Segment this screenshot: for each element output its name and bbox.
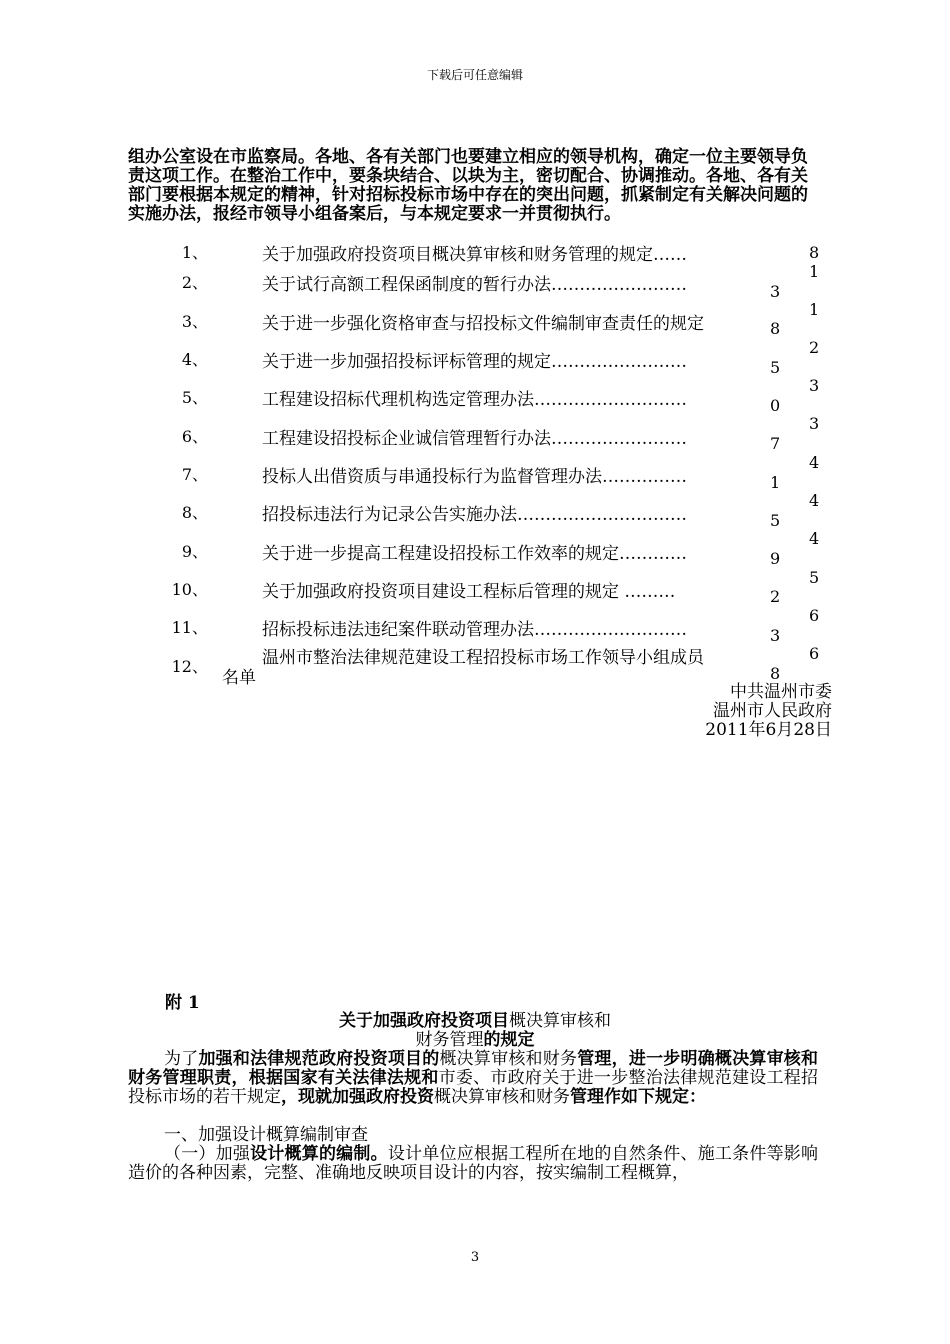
body-text-bold: 设计概算的编制。 <box>250 1144 388 1164</box>
toc-number: 8、 <box>181 503 208 522</box>
toc-number: 5、 <box>181 388 208 407</box>
toc-title: 招标投标违法违纪案件联动管理办法……………………… <box>262 620 687 640</box>
page-digit: 1 <box>809 300 820 319</box>
title-normal-part: 财务管理 <box>415 1030 484 1050</box>
toc-title: 关于加强政府投资项目建设工程标后管理的规定 ……… <box>262 582 676 602</box>
section-heading: 一、加强设计概算编制审查 <box>164 1125 368 1145</box>
body-text: 概决算审核和财务 <box>434 1087 570 1107</box>
attachment-label: 附 1 <box>165 993 200 1013</box>
attachment-title-line2 <box>0 1031 950 1050</box>
page-digit: 9 <box>770 549 781 568</box>
toc-title: 温州市整治法律规范建设工程招投标市场工作领导小组成员 <box>262 648 704 668</box>
toc-row <box>0 424 950 448</box>
toc-title: 投标人出借资质与串通投标行为监督管理办法…………… <box>262 467 687 487</box>
toc-row <box>0 577 950 601</box>
toc-number: 1、 <box>181 243 208 262</box>
toc-row <box>0 500 950 524</box>
page-digit: 8 <box>770 319 781 338</box>
body-text-bold: ，现就加强政府投资 <box>281 1087 434 1107</box>
toc-title-wrap: 名单 <box>222 668 256 688</box>
page-digit: 2 <box>770 587 781 606</box>
page-digit: 5 <box>770 358 781 377</box>
page-digit: 3 <box>809 414 820 433</box>
toc-row <box>0 643 950 688</box>
body-text: 概决算审核和财务 <box>439 1049 578 1069</box>
body-text: 为了 <box>164 1049 199 1069</box>
page-digit: 4 <box>809 529 820 548</box>
toc-row <box>0 240 950 264</box>
toc-row <box>0 309 950 333</box>
body-text-bold: 管理，进一步明确概决算审核和财务管理职责，根据国家有关法律法规和 <box>128 1049 819 1088</box>
toc-number: 3、 <box>181 312 208 331</box>
section-paragraph <box>128 1145 818 1183</box>
page-digit: 1 <box>809 262 820 281</box>
toc-row <box>0 462 950 486</box>
page-digit: 7 <box>770 434 781 453</box>
signature-date: 2011年6月28日 <box>705 720 832 740</box>
page-digit: 4 <box>809 453 820 472</box>
page-digit: 0 <box>770 396 781 415</box>
page-digit: 5 <box>770 511 781 530</box>
attachment-title-line1 <box>0 1012 950 1031</box>
toc-number: 2、 <box>181 273 208 292</box>
page-number: 3 <box>470 1250 480 1265</box>
page-digit: 6 <box>809 606 820 625</box>
page-digit: 3 <box>770 626 781 645</box>
toc-number: 9、 <box>181 542 208 561</box>
title-normal-part: 概决算审核和 <box>509 1011 611 1031</box>
page-digit: 8 <box>770 664 781 683</box>
toc-title: 关于进一步加强招投标评标管理的规定…………………… <box>262 352 687 372</box>
toc-row <box>0 385 950 409</box>
toc-title: 工程建设招标代理机构选定管理办法……………………… <box>262 390 687 410</box>
toc-number: 12、 <box>171 657 208 676</box>
body-text-bold: 加强和法律规范政府投资项目的 <box>198 1049 440 1069</box>
signature-government: 温州市人民政府 <box>713 701 832 721</box>
page-digit: 4 <box>809 491 820 510</box>
toc-number: 6、 <box>181 427 208 446</box>
toc-row <box>0 347 950 371</box>
toc-title: 招投标违法行为记录公告实施办法………………………… <box>262 505 687 525</box>
toc-number: 7、 <box>181 465 208 484</box>
page-digit: 5 <box>809 568 820 587</box>
body-text: （一）加强 <box>164 1144 251 1164</box>
title-bold-part: 关于加强政府投资项目 <box>339 1011 509 1031</box>
body-text-bold: 管理作如下规定： <box>570 1087 706 1107</box>
page-digit: 3 <box>809 376 820 395</box>
page-digit: 8 <box>809 243 820 262</box>
signature-party-committee: 中共温州市委 <box>730 682 832 702</box>
toc-title: 关于进一步提高工程建设招投标工作效率的规定………… <box>262 544 687 564</box>
toc-row <box>0 539 950 563</box>
toc-row <box>0 615 950 639</box>
page-digit: 6 <box>809 644 820 663</box>
page-digit: 2 <box>809 338 820 357</box>
intro-paragraph: 组办公室设在市监察局。各地、各有关部门也要建立相应的领导机构，确定一位主要领导负责这项工作。在整治工作中，要条块结合、以块为主，密切配合、协调推动。各地、各有关部门要根据本规定的精神，针对招标投标市场中存在的突出问题，抓紧制定有关解决问题的实施办法，报经市领导小组备案后，与本规定要求一并贯彻执行。 <box>128 147 808 224</box>
page-digit: 1 <box>770 473 781 492</box>
toc-number: 4、 <box>181 350 208 369</box>
toc-number: 10、 <box>171 580 208 599</box>
toc-number: 11、 <box>171 618 208 637</box>
page-digit: 3 <box>770 282 781 301</box>
toc-title: 关于试行高额工程保函制度的暂行办法…………………… <box>262 275 687 295</box>
page-header: 下载后可任意编辑 <box>426 68 523 82</box>
title-bold-part: 的规定 <box>483 1030 535 1050</box>
body-paragraph <box>128 1050 818 1107</box>
body-text: 设计单位应根据工程所在地的自然条件、施工条件等影响造价的各种因素，完整、准确地反映项目设计的内容，按实编制工程概算， <box>128 1144 819 1183</box>
toc-title: 关于加强政府投资项目概决算审核和财务管理的规定…… <box>262 245 687 265</box>
toc-row <box>0 270 950 294</box>
toc-title: 关于进一步强化资格审查与招投标文件编制审查责任的规定 <box>262 314 704 334</box>
body-text: 市委、市政府关于进一步整治法律规范建设工程招投标市场的若干规定 <box>128 1068 819 1107</box>
toc-title: 工程建设招投标企业诚信管理暂行办法…………………… <box>262 429 687 449</box>
